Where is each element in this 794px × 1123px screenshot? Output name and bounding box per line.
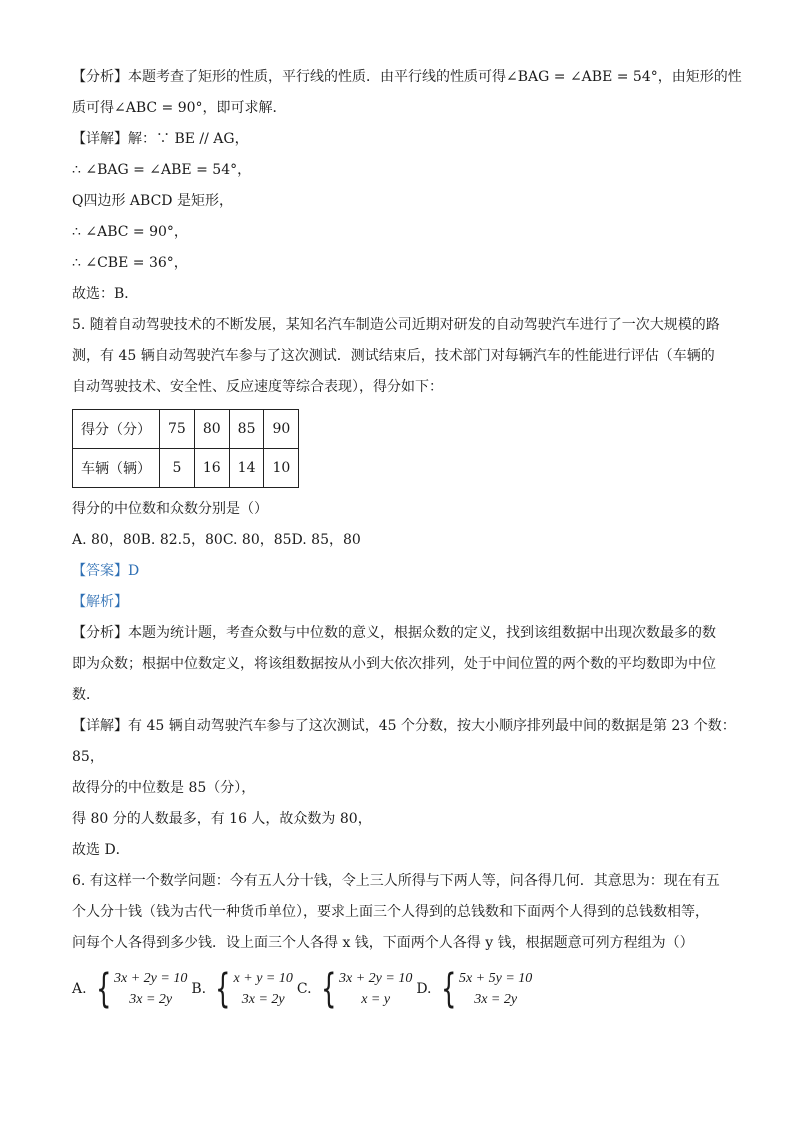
table-row — [73, 449, 299, 488]
question-6-stem: 个人分十钱（钱为古代一种货币单位），要求上面三个人得到的总钱数和下面两个人得到的总钱数相等， — [72, 904, 709, 920]
jiexi-label: 【解析】 — [72, 594, 128, 610]
answer-label: 【答案】D — [72, 563, 140, 579]
equation: x + y = 10 — [233, 971, 293, 986]
table-cell: 80 — [194, 410, 229, 449]
solution-step: ∴ ∠ABC = 90°， — [72, 224, 188, 240]
brace-symbol: { — [95, 966, 111, 1012]
option-label: B. — [191, 981, 207, 997]
table-cell: 85 — [229, 410, 264, 449]
equation: 3x = 2y — [474, 992, 518, 1007]
question-5-options: A. 80，80B. 82.5，80C. 80，85D. 85，80 — [72, 532, 361, 548]
question-5-stem: 5. 随着自动驾驶技术的不断发展，某知名汽车制造公司近期对研发的自动驾驶汽车进行了一次大规模的路 — [72, 317, 720, 333]
option-label: C. — [296, 981, 312, 997]
equation: 3x + 2y = 10 — [339, 971, 413, 986]
brace-symbol: { — [215, 966, 231, 1012]
equation-system — [91, 968, 188, 1010]
table-cell: 5 — [160, 449, 195, 488]
question-5-stem: 自动驾驶技术、安全性、反应速度等综合表现），得分如下： — [72, 379, 443, 395]
solution-step: ∴ ∠CBE = 36°， — [72, 255, 188, 271]
detail-line: 故得分的中位数是 85（分）， — [72, 780, 256, 796]
analysis-paragraph-line: 数． — [72, 687, 100, 703]
table-cell: 90 — [264, 410, 299, 449]
analysis-paragraph-line: 即为众数；根据中位数定义，将该组数据按从小到大依次排列，处于中间位置的两个数的平均数即为中位 — [72, 656, 716, 672]
detail-line: 得 80 分的人数最多，有 16 人，故众数为 80， — [72, 811, 372, 827]
table-header-cell: 得分（分） — [73, 410, 160, 449]
table-cell: 10 — [264, 449, 299, 488]
equation: 3x = 2y — [241, 992, 285, 1007]
option-c — [297, 968, 412, 1010]
analysis-paragraph-line: 质可得∠ABC = 90°，即可求解． — [72, 100, 287, 116]
score-table — [72, 409, 299, 488]
equation: 3x = 2y — [129, 992, 173, 1007]
detail-line: 【详解】有 45 辆自动驾驶汽车参与了这次测试，45 个分数，按大小顺序排列最中间的数据是第 23 个数： — [72, 718, 736, 734]
table-row — [73, 410, 299, 449]
document-page — [72, 62, 742, 1013]
question-6-stem: 问每个人各得到多少钱．设上面三个人各得 x 钱，下面两个人各得 y 钱，根据题意可列方程组为（） — [72, 935, 694, 951]
solution-step: ∴ ∠BAG = ∠ABE = 54°， — [72, 162, 252, 178]
table-header-cell: 车辆（辆） — [73, 449, 160, 488]
question-5-stem: 测，有 45 辆自动驾驶汽车参与了这次测试．测试结束后，技术部门对每辆汽车的性能进行评估（车辆的 — [72, 348, 715, 364]
table-cell: 16 — [194, 449, 229, 488]
detail-line: 85， — [72, 749, 104, 765]
solution-step: Q四边形 ABCD 是矩形， — [72, 193, 233, 209]
equation-system — [436, 968, 533, 1010]
question-6-options — [72, 965, 724, 1013]
brace-symbol: { — [320, 966, 336, 1012]
table-cell: 14 — [229, 449, 264, 488]
equation: 5x + 5y = 10 — [458, 971, 533, 986]
question-6-stem: 6. 有这样一个数学问题：今有五人分十钱，令上三人所得与下两人等，问各得几何．其意思为：现在有五 — [72, 873, 720, 889]
table-cell: 75 — [160, 410, 195, 449]
equation-system — [210, 968, 293, 1010]
equation: x = y — [361, 992, 391, 1007]
choice-line: 故选：B． — [72, 286, 139, 302]
analysis-paragraph-line: 【分析】本题考查了矩形的性质，平行线的性质．由平行线的性质可得∠BAG = ∠ABE = 54°，由矩形的性 — [72, 69, 742, 85]
option-a — [72, 968, 187, 1010]
equation-system — [316, 968, 413, 1010]
equation: 3x + 2y = 10 — [114, 971, 188, 986]
detail-line: 【详解】解：∵ BE // AG， — [72, 131, 249, 147]
choice-line: 故选 D． — [72, 842, 130, 858]
brace-symbol: { — [440, 966, 456, 1012]
question-5-prompt: 得分的中位数和众数分别是（） — [72, 501, 268, 517]
option-label: D. — [416, 981, 432, 997]
option-b — [191, 968, 293, 1010]
option-d — [416, 968, 532, 1010]
option-label: A. — [72, 981, 87, 997]
analysis-paragraph-line: 【分析】本题为统计题，考查众数与中位数的意义，根据众数的定义，找到该组数据中出现次数最多的数 — [72, 625, 716, 641]
